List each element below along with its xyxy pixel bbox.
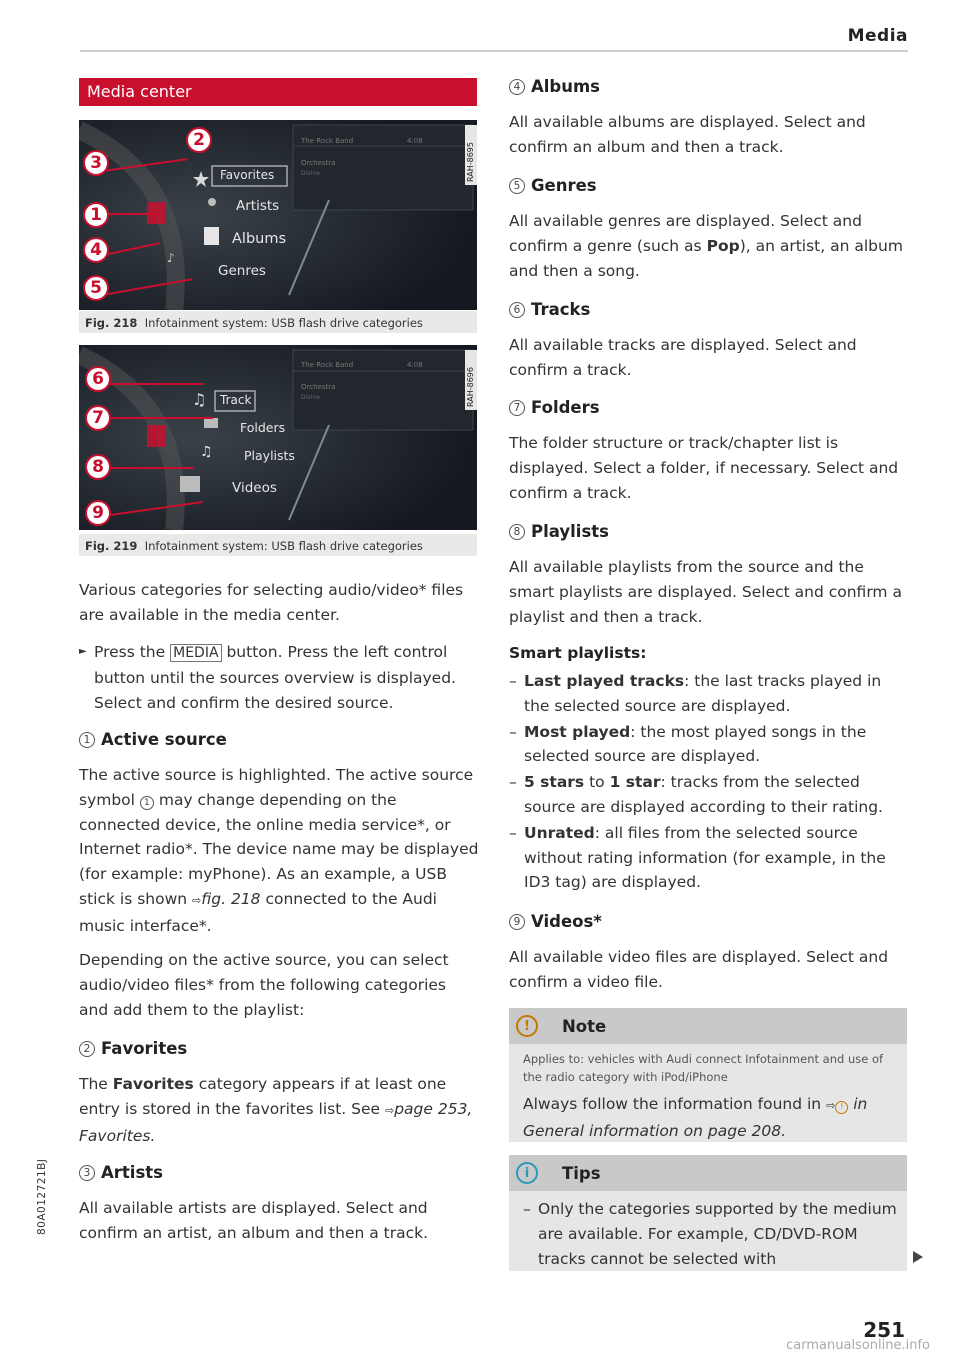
fig218-callout-line: [103, 213, 163, 215]
figure-219-screen: [79, 345, 477, 530]
fig219-callout-line: [103, 467, 193, 469]
callout-badge: 9: [85, 500, 111, 526]
callout-ref-1: 1: [140, 796, 154, 810]
figure-218-screen: [79, 120, 477, 310]
xref-page-253[interactable]: page 253, Favorites.: [79, 1099, 473, 1145]
tips-box: [509, 1155, 907, 1271]
artists-paragraph: All available artists are displayed. Select and confirm an artist, an album and then a track.: [79, 1199, 429, 1242]
fig219-code: RAH-8696: [466, 367, 475, 407]
figure-218-graphic: [79, 120, 477, 310]
fig219-menu-track: Track: [220, 393, 252, 407]
page-number: 251: [863, 1318, 905, 1342]
fig218-track-title: The Rock Band: [301, 137, 354, 145]
info-icon: i: [516, 1162, 538, 1184]
fig219-track-sub2: Divine: [301, 394, 320, 401]
fig219-callout-line: [103, 417, 213, 419]
xref-page-208[interactable]: in General information on page 208.: [523, 1095, 868, 1140]
heading-tracks: 6 Tracks: [509, 300, 590, 319]
figure-219-caption: Fig. 219 Infotainment system: USB flash drive categories: [79, 534, 477, 556]
tips-title: Tips: [562, 1164, 601, 1183]
instruction-step: ► Press the MEDIA button. Press the left control button until the sources overview is displayed. Select and confirm the desired source.: [79, 643, 456, 712]
note-applies: Applies to: vehicles with Audi connect Infotainment and use of the radio category with iPod/iPhone: [523, 1052, 884, 1084]
album-icon: [204, 227, 219, 245]
figure-219-graphic: [79, 345, 477, 530]
list-item: – 5 stars to 1 star: tracks from the selected source are displayed according to their rating.: [509, 773, 883, 816]
music-note-icon: ♫: [192, 390, 207, 409]
fig218-track-sub1: Orchestra: [301, 159, 336, 167]
favorites-paragraph: The Favorites category appears if at least one entry is stored in the favorites list. See ⇨page 253, Favorites.: [79, 1075, 473, 1145]
callout-badge: 2: [186, 127, 212, 153]
tracks-paragraph: All available tracks are displayed. Select and confirm a track.: [509, 336, 857, 379]
callout-badge: 4: [83, 237, 109, 263]
guitar-icon: ♪: [167, 251, 175, 265]
callout-badge: 7: [85, 405, 111, 431]
videos-paragraph: All available video files are displayed. Select and confirm a video file.: [509, 948, 889, 991]
callout-badge: 1: [83, 202, 109, 228]
heading-albums: 4 Albums: [509, 77, 600, 96]
tips-item: – Only the categories supported by the medium are available. For example, CD/DVD-ROM tracks cannot be selected with: [523, 1200, 897, 1268]
media-key: MEDIA: [170, 644, 221, 662]
fig219-track-time: 4:08: [407, 361, 423, 369]
callout-badge: 6: [85, 366, 111, 392]
caution-icon: !: [516, 1015, 538, 1037]
fig218-menu-genres: Genres: [218, 263, 266, 279]
note-text: Always follow the information found in ⇨ ! in General information on page 208.: [523, 1095, 868, 1140]
active-source-paragraph: The active source is highlighted. The active source symbol 1 may change depending on the connected device, the online media service*, or Internet radio*. The device name may be displayed (for example: myPhone). As an example, a USB stick is shown ⇨fig. 218 connected to the Audi music interface*.: [79, 766, 479, 935]
playlists-paragraph: All available playlists from the source and the smart playlists are displayed. Select and confirm a playlist and then a track.: [509, 558, 902, 626]
fig219-menu-videos: Videos: [232, 480, 277, 496]
fig219-menu-playlists: Playlists: [244, 448, 295, 463]
albums-paragraph: All available albums are displayed. Select and confirm an album and then a track.: [509, 113, 866, 156]
smart-playlists-list: [509, 669, 907, 895]
heading-favorites: 2 Favorites: [79, 1039, 187, 1058]
heading-artists: 3 Artists: [79, 1163, 163, 1182]
heading-playlists: 8 Playlists: [509, 522, 609, 541]
fig219-track-title: The Rock Band: [301, 361, 354, 369]
usb-source-icon: [147, 425, 165, 447]
video-clapper-icon: [180, 476, 200, 492]
playlist-icon: ♫: [200, 444, 213, 460]
note-box: [509, 1008, 907, 1142]
callout-badge: 5: [83, 275, 109, 301]
heading-genres: 5 Genres: [509, 176, 597, 195]
section-title: Media: [847, 26, 908, 46]
fig218-menu-artists: Artists: [236, 198, 280, 214]
genres-paragraph: All available genres are displayed. Select and confirm a genre (such as Pop), an artist, an album and then a song.: [509, 212, 903, 280]
heading-active-source: 1 Active source: [79, 730, 227, 749]
fig218-track-time: 4:08: [407, 137, 423, 145]
heading-videos: 9 Videos*: [509, 912, 602, 931]
callout-badge: 3: [83, 150, 109, 176]
document-code: 80A012721BJ: [36, 1158, 48, 1235]
continue-arrow-icon: [913, 1251, 923, 1263]
note-header: [509, 1008, 907, 1044]
heading-folders: 7 Folders: [509, 398, 600, 417]
fig218-track-sub2: Divine: [301, 170, 320, 177]
section-banner: [79, 78, 477, 106]
fig218-code: RAH-8695: [466, 142, 475, 182]
smart-playlists-title: Smart playlists:: [509, 644, 647, 662]
fig218-menu-favorites: Favorites: [220, 168, 275, 182]
callout-badge: 8: [85, 454, 111, 480]
fig219-menu-folders: Folders: [240, 420, 286, 435]
banner-title: Media center: [87, 82, 192, 101]
categories-paragraph: Depending on the active source, you can select audio/video files* from the following categories and add them to the playlist:: [79, 951, 449, 1019]
watermark: carmanualsonline.info: [786, 1338, 930, 1353]
tips-header: [509, 1155, 907, 1191]
list-item: – Last played tracks: the last tracks played in the selected source are displayed.: [509, 672, 882, 715]
microphone-icon: [208, 198, 216, 206]
intro-paragraph: Various categories for selecting audio/video* files are available in the media center.: [79, 581, 464, 624]
header-rule: [80, 50, 908, 52]
figure-218-caption: Fig. 218 Infotainment system: USB flash drive categories: [79, 311, 477, 333]
fig219-track-sub1: Orchestra: [301, 383, 336, 391]
list-item: – Unrated: all files from the selected source without rating information (for example, in the ID3 tag) are displayed.: [509, 823, 886, 892]
list-item: – Most played: the most played songs in the selected source are displayed.: [509, 722, 867, 766]
folder-icon: [204, 418, 218, 428]
xref-fig-218[interactable]: fig. 218: [201, 889, 261, 908]
fig218-menu-albums: Albums: [232, 231, 287, 247]
note-title: Note: [562, 1017, 607, 1036]
fig219-callout-line: [103, 383, 203, 385]
folders-paragraph: The folder structure or track/chapter list is displayed. Select a folder, if necessary. Select and confirm a track.: [509, 434, 899, 502]
